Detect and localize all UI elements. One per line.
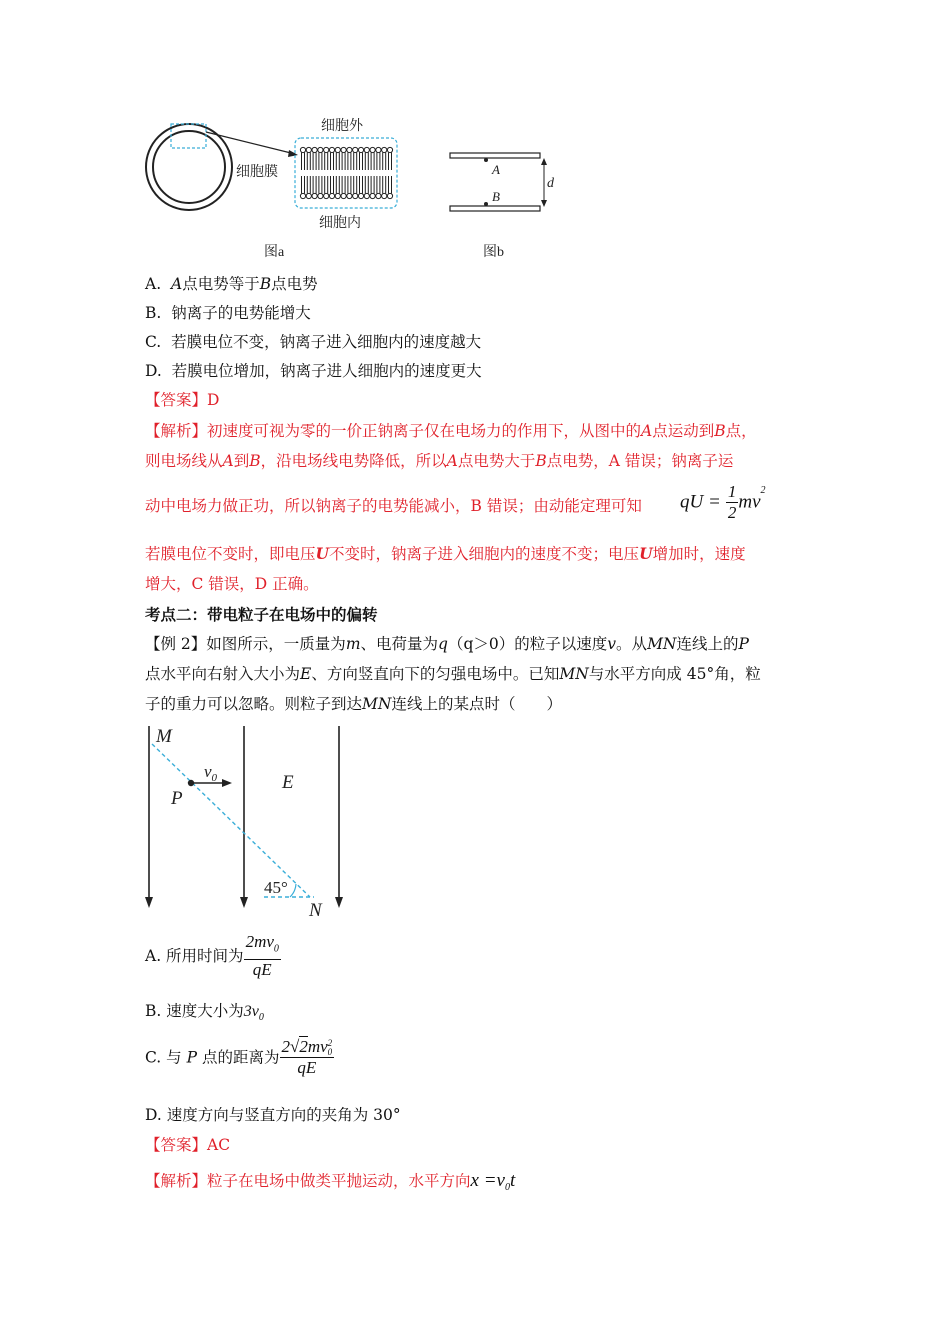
lipid-tail [325, 153, 328, 170]
lipid-head [347, 193, 352, 198]
q2-option-d: D. 速度方向与竖直方向的夹角为 30° [145, 1106, 401, 1124]
q1-analysis-line3: 动中电场力做正功，所以钠离子的电势能减小，B 错误；由动能定理可知 [145, 497, 642, 515]
lipid-tail [389, 176, 392, 193]
lipid-head [318, 193, 323, 198]
lipid-tail [383, 153, 386, 170]
lipid-head [312, 193, 317, 198]
q1-option-c: C. 若膜电位不变，钠离子进入细胞内的速度越大 [145, 333, 482, 351]
lipid-tail [348, 153, 351, 170]
lipid-head [358, 147, 363, 152]
lipid-tail [331, 153, 334, 170]
label-inside: 细胞内 [319, 216, 361, 231]
q1-answer: 【答案】D [145, 391, 220, 409]
lipid-head [312, 147, 317, 152]
lipid-tail [354, 153, 357, 170]
q1-analysis-line1: 【解析】初速度可视为零的一价正钠离子仅在电场力的作用下，从图中的A点运动到B点， [145, 422, 757, 440]
q2-option-a: A. 所用时间为 $\frac{2mv_0}{qE}$ [145, 932, 279, 980]
lipid-head [376, 193, 381, 198]
lipid-head [387, 193, 392, 198]
lipid-head [300, 147, 305, 152]
lipid-head [370, 147, 375, 152]
lipid-head [341, 193, 346, 198]
q1-option-d: D. 若膜电位增加，钠离子进人细胞内的速度更大 [145, 362, 482, 380]
point-p-label: P [171, 788, 183, 809]
angle-label: 45° [264, 878, 288, 897]
lipid-tail [389, 153, 392, 170]
q2-option-b: B. 速度大小为$3v_0$ [145, 1002, 264, 1024]
q1-option-a: A. A点电势等于B点电势 [145, 275, 318, 293]
q1-analysis-line4: 若膜电位不变时，即电压U不变时，钠离子进入细胞内的速度不变；电压U增加时，速度 [145, 544, 746, 563]
q1-analysis-line5: 增大，C 错误，D 正确。 [145, 575, 319, 593]
lipid-head [329, 147, 334, 152]
lipid-tail [371, 176, 374, 193]
lipid-tail [377, 153, 380, 170]
point-a-label: A [492, 162, 500, 177]
lipid-tail [354, 176, 357, 193]
q1-energy-equation: qU = $\frac{1}{2}$ $mv^2$ [680, 482, 766, 522]
lipid-tail [325, 176, 328, 193]
point-m-label: M [156, 726, 172, 747]
lipid-head [353, 193, 358, 198]
point-n-label: N [309, 900, 322, 921]
lipid-tail [313, 153, 316, 170]
q2-stem-line1: 【例 2】如图所示，一质量为m、电荷量为q（q＞0）的粒子以速度v。从MN连线上的P [145, 635, 749, 653]
q2-option-c: C. 与 P 点的距离为 2√2mv 2 0 qE [145, 1037, 333, 1078]
caption-a: 图a [264, 245, 285, 260]
section-title: 考点二：带电粒子在电场中的偏转 [145, 605, 378, 624]
lipid-tail [313, 176, 316, 193]
figure-electric-field-deflection [138, 722, 358, 922]
q2-answer: 【答案】AC [145, 1136, 231, 1154]
lipid-tail [302, 153, 305, 170]
lipid-tail [342, 176, 345, 193]
lipid-head [370, 193, 375, 198]
lipid-head [358, 193, 363, 198]
figure-b-parallel-plates [440, 140, 570, 265]
figure-a-cell-membrane [140, 112, 420, 262]
lipid-tail [336, 176, 339, 193]
lipid-tail [371, 153, 374, 170]
q2-stem-line3: 子的重力可以忽略。则粒子到达MN连线上的某点时（ ） [145, 695, 562, 713]
q1-option-b: B. 钠离子的电势能增大 [145, 304, 311, 322]
caption-b: 图b [483, 245, 504, 260]
lipid-head [300, 193, 305, 198]
lipid-head [335, 193, 340, 198]
lipid-head [364, 147, 369, 152]
lipid-tail [360, 176, 363, 193]
field-e-label: E [282, 772, 294, 793]
lipid-head [335, 147, 340, 152]
lipid-head [318, 147, 323, 152]
fraction-half: $\frac{1}{2}$ [727, 482, 737, 522]
lipid-head [324, 193, 329, 198]
lipid-tail [360, 153, 363, 170]
lipid-tail [307, 176, 310, 193]
lipid-tail [377, 176, 380, 193]
lipid-head [353, 147, 358, 152]
lipid-head [306, 147, 311, 152]
lipid-head [387, 147, 392, 152]
lipid-head [376, 147, 381, 152]
distance-label: d [547, 176, 554, 191]
q1-analysis-line2: 则电场线从A到B，沿电场线电势降低，所以A点电势大于B点电势，A 错误；钠离子运 [145, 452, 734, 470]
lipid-tail [336, 153, 339, 170]
lipid-tail [331, 176, 334, 193]
q2-stem-line2: 点水平向右射入大小为E、方向竖直向下的匀强电场中。已知MN与水平方向成 45°角，粒 [145, 665, 761, 683]
label-membrane: 细胞膜 [236, 165, 278, 180]
lipid-head [341, 147, 346, 152]
lipid-head [329, 193, 334, 198]
lipid-head [382, 193, 387, 198]
lipid-head [324, 147, 329, 152]
lipid-tail [319, 176, 322, 193]
lipid-tail [302, 176, 305, 193]
lipid-tail [319, 153, 322, 170]
lipid-tail [365, 153, 368, 170]
label-outside: 细胞外 [321, 119, 363, 134]
q2-analysis: 【解析】粒子在电场中做类平抛运动，水平方向$x =v_0t$ [145, 1170, 516, 1194]
lipid-tail [348, 176, 351, 193]
lipid-head [306, 193, 311, 198]
lipid-head [347, 147, 352, 152]
lipid-tail [383, 176, 386, 193]
lipid-tail [307, 153, 310, 170]
lipid-head [382, 147, 387, 152]
lipid-tail [342, 153, 345, 170]
point-b-label: B [492, 189, 500, 204]
velocity-label: $v_0$ [204, 762, 218, 784]
lipid-head [364, 193, 369, 198]
lipid-tail [365, 176, 368, 193]
